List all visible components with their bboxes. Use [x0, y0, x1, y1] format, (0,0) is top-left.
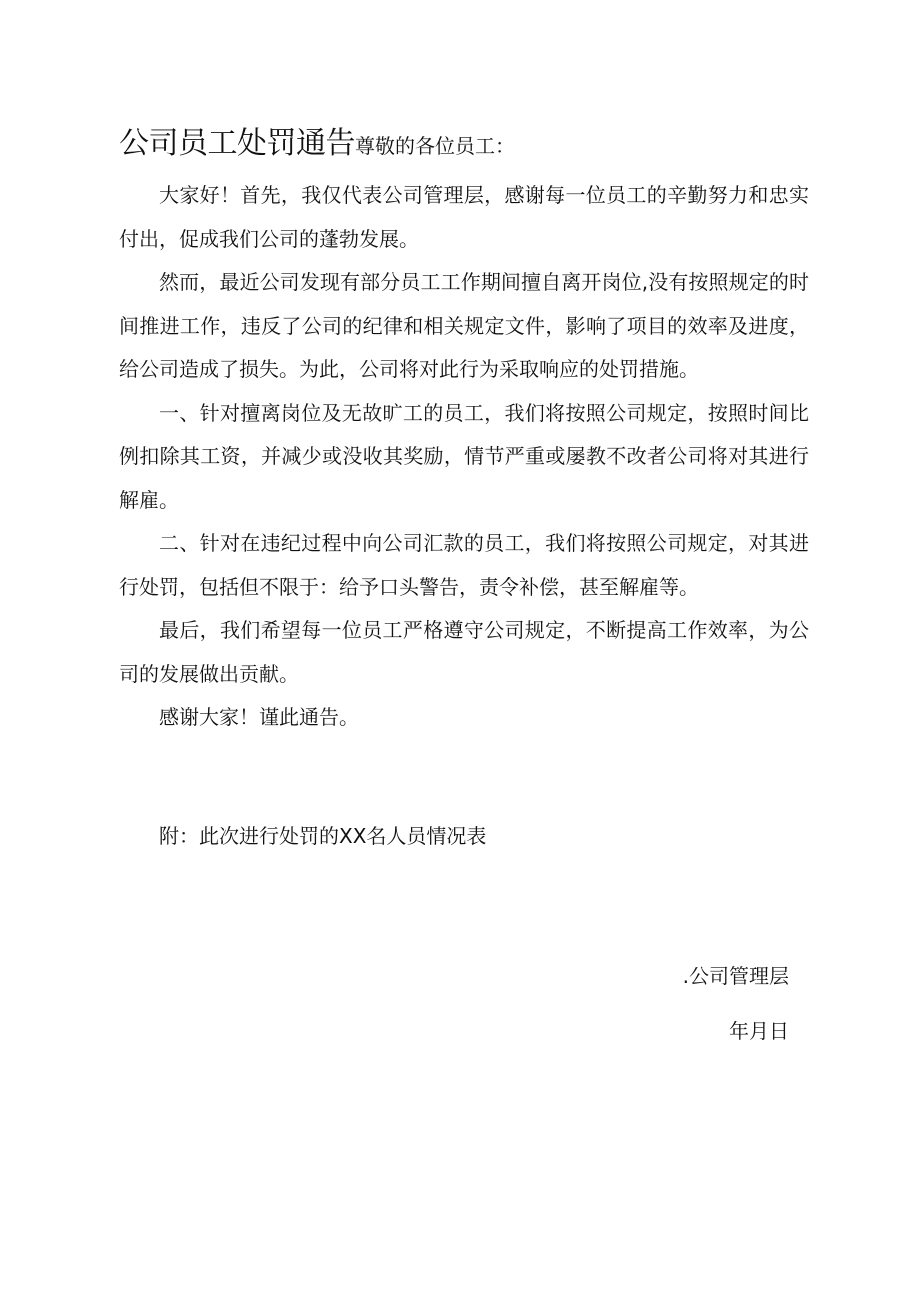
title-line — [119, 122, 809, 168]
paragraph-greeting: 大家好！首先，我仅代表公司管理层，感谢每一位员工的辛勤努力和忠实付出，促成我们公司的蓬勃发展。 — [119, 183, 809, 251]
salutation: 尊敬的各位员工： — [355, 134, 515, 158]
document-title: 公司员工处罚通告 — [119, 126, 355, 161]
attachment-note: 附：此次进行处罚的XX名人员情况表 — [159, 824, 487, 848]
paragraph-closing: 最后，我们希望每一位员工严格遵守公司规定，不断提高工作效率，为公司的发展做出贡献。 — [119, 618, 809, 686]
date-line: 年月日 — [729, 1019, 789, 1043]
paragraph-rule-two: 二、针对在违纪过程中向公司汇款的员工，我们将按照公司规定，对其进行处罚，包括但不限于：给予口头警告，责令补偿，甚至解雇等。 — [119, 531, 809, 599]
paragraph-rule-one: 一、针对擅离岗位及无故旷工的员工，我们将按照公司规定，按照时间比例扣除其工资，并减少或没收其奖励，情节严重或屡教不改者公司将对其进行解雇。 — [119, 400, 809, 512]
paragraph-thanks: 感谢大家！谨此通告。 — [159, 705, 359, 729]
paragraph-issue: 然而，最近公司发现有部分员工工作期间擅自离开岗位,没有按照规定的时间推进工作，违反了公司的纪律和相关规定文件，影响了项目的效率及进度，给公司造成了损失。为此，公司将对此行为采取响应的处罚措施。 — [119, 270, 809, 381]
signer: .公司管理层 — [682, 964, 789, 988]
document-body — [119, 174, 809, 740]
